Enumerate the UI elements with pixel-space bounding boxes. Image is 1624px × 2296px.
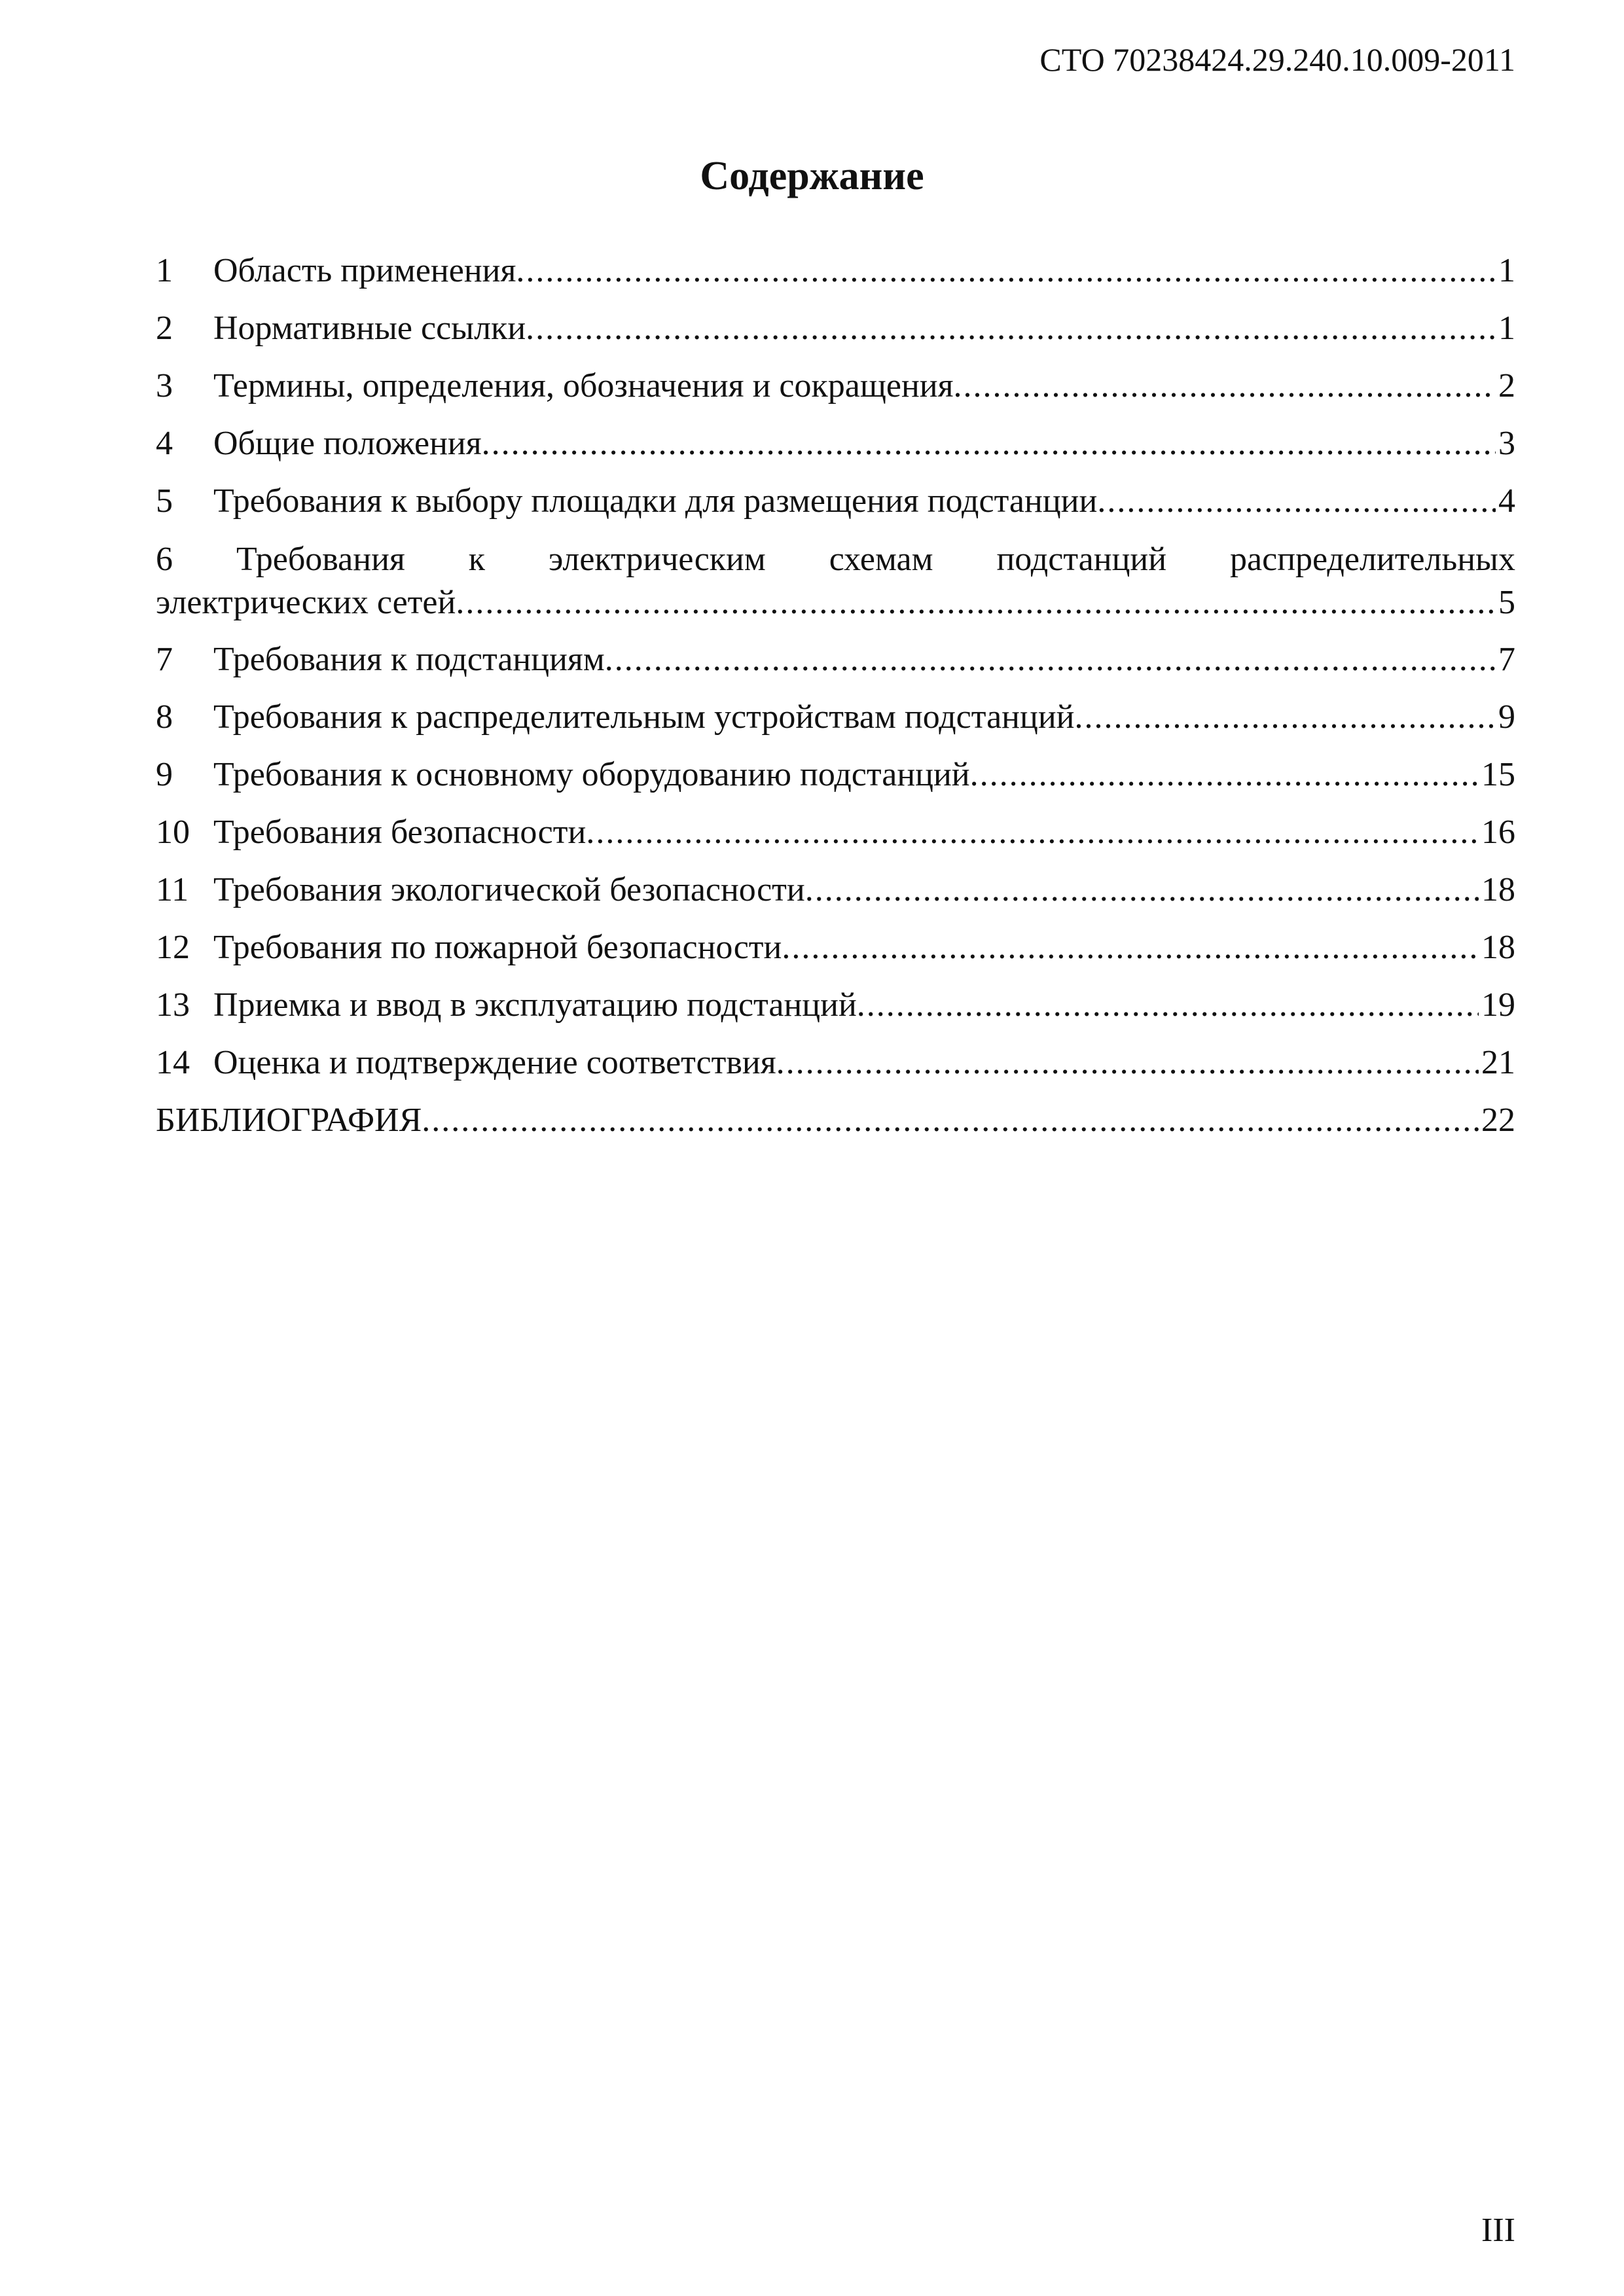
toc-entry-label: Область применения <box>213 252 516 289</box>
toc-entry-label: Требования по пожарной безопасности <box>213 929 782 966</box>
toc-entry-page: 16 <box>1481 814 1515 851</box>
toc-leader-dots <box>586 804 1479 861</box>
toc-entry-number: 2 <box>156 310 173 347</box>
toc-entry-label: Требования экологической безопасности <box>213 871 805 908</box>
toc-entry-second-line <box>156 581 1515 624</box>
toc-entry-number: 3 <box>156 367 173 404</box>
toc-entry-page: 22 <box>1481 1102 1515 1139</box>
toc-entry-label: Требования к выбору площадки для размещения подстанции <box>213 482 1098 520</box>
toc-entry-number: 5 <box>156 482 173 520</box>
toc-entry-3[interactable] <box>156 357 1515 415</box>
toc-entry-7[interactable] <box>156 631 1515 689</box>
toc-entry-number: 6 <box>156 541 173 578</box>
toc-entry-label: Нормативные ссылки <box>213 310 526 347</box>
toc-entry-4[interactable] <box>156 415 1515 473</box>
toc-entry-9[interactable] <box>156 746 1515 804</box>
toc-leader-dots <box>605 631 1496 689</box>
toc-entry-1[interactable] <box>156 242 1515 300</box>
toc-leader-dots <box>1097 473 1496 530</box>
toc-entry-page: 15 <box>1481 756 1515 793</box>
toc-entry-number: 1 <box>156 252 173 289</box>
toc-entry-6[interactable] <box>156 530 1515 631</box>
toc-entry-number: 12 <box>156 929 190 966</box>
toc-leader-dots <box>482 415 1496 473</box>
toc-leader-dots <box>516 242 1496 300</box>
toc-entry-label: Приемка и ввод в эксплуатацию подстанций <box>213 986 857 1024</box>
toc-entry-page: 19 <box>1481 986 1515 1024</box>
toc-leader-dots <box>422 1092 1479 1149</box>
toc-entry-number: 9 <box>156 756 173 793</box>
toc-entry-label: Термины, определения, обозначения и сокращения <box>213 367 954 404</box>
toc-entry-page: 18 <box>1481 929 1515 966</box>
toc-leader-dots <box>857 977 1479 1034</box>
toc-entry-number: 11 <box>156 871 189 908</box>
toc-entry-2[interactable] <box>156 300 1515 357</box>
toc-entry-label: БИБЛИОГРАФИЯ <box>156 1102 422 1139</box>
toc-entry-word: электрическим <box>549 541 766 578</box>
toc-entry-label-continued: электрических сетей <box>156 584 456 621</box>
toc-entry-page: 21 <box>1481 1044 1515 1081</box>
toc-entry-12[interactable] <box>156 919 1515 977</box>
toc-leader-dots <box>782 919 1479 977</box>
toc-entry-page: 18 <box>1481 871 1515 908</box>
toc-entry-word: Требования <box>236 541 405 578</box>
toc-entry-number: 10 <box>156 814 190 851</box>
toc-entry-number: 7 <box>156 641 173 678</box>
toc-entry-page: 9 <box>1498 698 1515 736</box>
toc-leader-dots <box>1075 689 1496 746</box>
toc-entry-page: 1 <box>1498 252 1515 289</box>
toc-entry-page: 3 <box>1498 425 1515 462</box>
toc-entry-page: 4 <box>1498 482 1515 520</box>
toc-entry-14[interactable] <box>156 1034 1515 1092</box>
toc-entry-label: Требования к основному оборудованию подстанций <box>213 756 970 793</box>
table-of-contents <box>156 242 1515 1149</box>
toc-entry-bibliography[interactable] <box>156 1092 1515 1149</box>
toc-title: Содержание <box>700 154 924 198</box>
toc-entry-first-line <box>156 538 1515 581</box>
toc-leader-dots <box>805 861 1479 919</box>
toc-entry-word: распределительных <box>1230 541 1515 578</box>
toc-entry-11[interactable] <box>156 861 1515 919</box>
toc-entry-label: Требования к распределительным устройствам подстанций <box>213 698 1075 736</box>
toc-entry-13[interactable] <box>156 977 1515 1034</box>
toc-entry-page: 5 <box>1498 584 1515 621</box>
toc-leader-dots <box>526 300 1496 357</box>
toc-entry-page: 2 <box>1498 367 1515 404</box>
toc-entry-word: подстанций <box>996 541 1167 578</box>
toc-entry-number: 4 <box>156 425 173 462</box>
page-number: III <box>1481 2212 1515 2249</box>
toc-leader-dots <box>456 581 1496 624</box>
toc-entry-label: Требования к подстанциям <box>213 641 605 678</box>
toc-leader-dots <box>970 746 1479 804</box>
document-code: СТО 70238424.29.240.10.009-2011 <box>1039 41 1515 78</box>
toc-entry-label: Требования безопасности <box>213 814 586 851</box>
toc-entry-10[interactable] <box>156 804 1515 861</box>
toc-leader-dots <box>954 357 1496 415</box>
toc-entry-number: 13 <box>156 986 190 1024</box>
toc-entry-8[interactable] <box>156 689 1515 746</box>
toc-leader-dots <box>776 1034 1479 1092</box>
toc-entry-label: Общие положения <box>213 425 482 462</box>
toc-entry-page: 7 <box>1498 641 1515 678</box>
toc-entry-label: Оценка и подтверждение соответствия <box>213 1044 776 1081</box>
toc-entry-word: схемам <box>829 541 933 578</box>
toc-entry-number: 14 <box>156 1044 190 1081</box>
toc-entry-5[interactable] <box>156 473 1515 530</box>
toc-entry-number: 8 <box>156 698 173 736</box>
toc-entry-word: к <box>468 541 486 578</box>
toc-entry-page: 1 <box>1498 310 1515 347</box>
